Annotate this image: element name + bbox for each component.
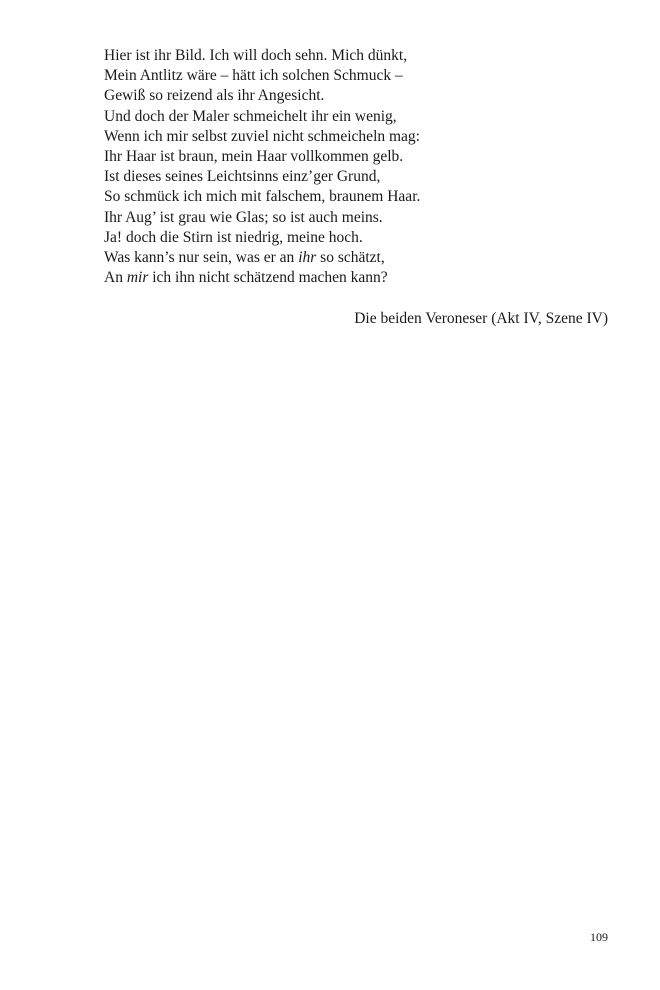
poem-line xyxy=(104,268,614,288)
poem-line-text: Ja! doch die Stirn ist niedrig, meine hoch. xyxy=(104,228,363,246)
poem-line-text: Ihr Haar ist braun, mein Haar vollkommen gelb. xyxy=(104,148,404,166)
page-number: 109 xyxy=(590,930,608,944)
poem-line-text: ich ihn nicht schätzend machen kann? xyxy=(148,269,388,287)
poem-line xyxy=(104,228,614,248)
poem-line xyxy=(104,46,614,66)
poem-verse xyxy=(104,46,614,288)
poem-line-text: Ihr Aug’ ist grau wie Glas; so ist auch meins. xyxy=(104,208,383,226)
poem-line xyxy=(104,147,614,167)
poem-line-emphasis: ihr xyxy=(298,249,317,267)
poem-line-text: Gewiß so reizend als ihr Angesicht. xyxy=(104,87,325,105)
poem-line-text: So schmück ich mich mit falschem, braunem Haar. xyxy=(104,188,421,206)
poem-line-emphasis: mir xyxy=(126,269,149,287)
poem-line xyxy=(104,107,614,127)
poem-line xyxy=(104,248,614,268)
poem-line xyxy=(104,66,614,86)
poem-line-text: so schätzt, xyxy=(316,249,385,267)
poem-line xyxy=(104,127,614,147)
poem-line-text: Und doch der Maler schmeichelt ihr ein wenig, xyxy=(104,107,397,125)
poem-line-text: Ist dieses seines Leichtsinns einz’ger Grund, xyxy=(104,168,381,186)
poem-line-text: An xyxy=(104,269,127,287)
poem-line-text: Was kann’s nur sein, was er an xyxy=(104,249,299,267)
poem-line xyxy=(104,167,614,187)
poem-line-text: Mein Antlitz wäre – hätt ich solchen Schmuck – xyxy=(104,67,403,85)
poem-line xyxy=(104,86,614,106)
poem-line-text: Wenn ich mir selbst zuviel nicht schmeicheln mag: xyxy=(104,127,420,145)
source-citation: Die beiden Veroneser (Akt IV, Szene IV) xyxy=(354,310,608,327)
poem-line xyxy=(104,187,614,207)
poem-line xyxy=(104,208,614,228)
poem-line-text: Hier ist ihr Bild. Ich will doch sehn. Mich dünkt, xyxy=(104,47,408,64)
